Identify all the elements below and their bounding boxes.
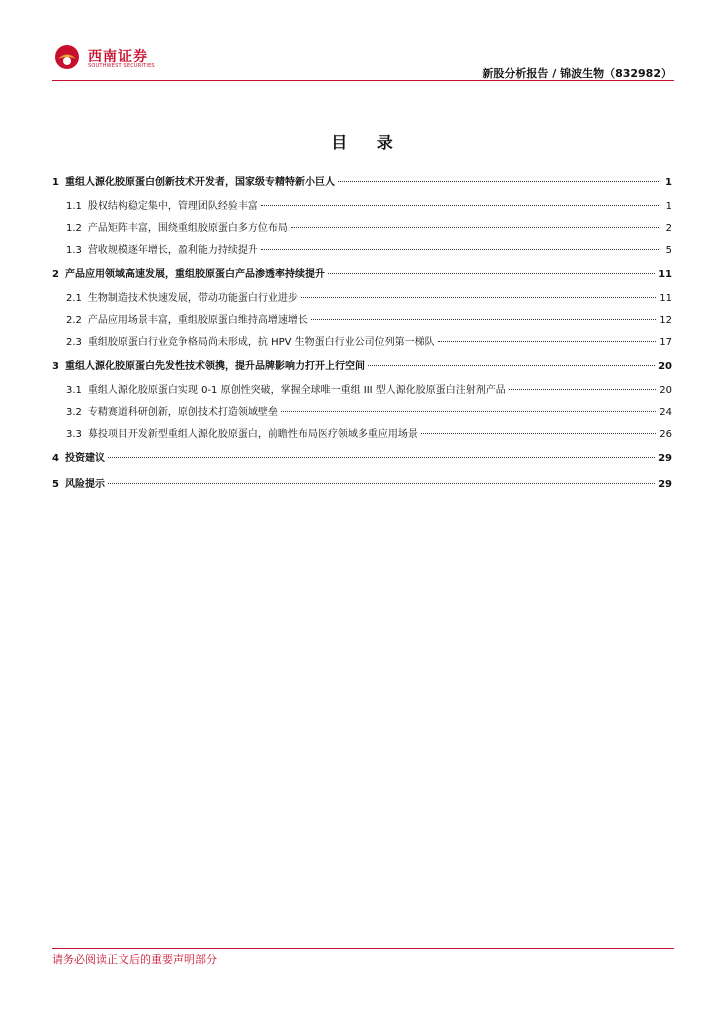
toc-entry-number: 2.1: [66, 293, 82, 304]
toc-dot-leader: [261, 205, 659, 206]
toc-entry[interactable]: [52, 354, 672, 380]
footer-disclaimer: 请务必阅读正文后的重要声明部分: [52, 953, 217, 966]
toc-entry-page: 5: [665, 245, 672, 256]
toc-entry-number: 2.2: [66, 315, 82, 326]
toc-dot-leader: [108, 483, 655, 484]
footer-divider: [52, 948, 674, 949]
table-of-contents: [52, 170, 672, 498]
toc-entry[interactable]: [52, 218, 672, 240]
toc-dot-leader: [368, 365, 655, 366]
toc-dot-leader: [301, 297, 656, 298]
header-divider: [52, 80, 674, 81]
toc-entry-number: 1: [52, 177, 59, 188]
toc-entry-number: 4: [52, 453, 59, 464]
toc-entry-page: 1: [665, 201, 672, 212]
toc-dot-leader: [281, 411, 656, 412]
toc-entry[interactable]: [52, 402, 672, 424]
toc-entry-page: 29: [658, 453, 672, 464]
toc-entry-number: 3.1: [66, 385, 82, 396]
toc-entry-title: 营收规模逐年增长，盈利能力持续提升: [87, 245, 258, 256]
toc-entry-number: 3.3: [66, 429, 82, 440]
toc-entry[interactable]: [52, 288, 672, 310]
toc-entry-number: 2: [52, 269, 59, 280]
toc-entry-title: 风险提示: [64, 479, 105, 490]
toc-entry-number: 3.2: [66, 407, 82, 418]
toc-entry-page: 11: [659, 293, 672, 304]
toc-entry[interactable]: [52, 262, 672, 288]
toc-entry[interactable]: [52, 380, 672, 402]
toc-entry-page: 1: [665, 177, 672, 188]
toc-entry-page: 17: [659, 337, 672, 348]
toc-dot-leader: [311, 319, 656, 320]
toc-entry[interactable]: [52, 424, 672, 446]
toc-entry-title: 投资建议: [64, 453, 105, 464]
toc-entry[interactable]: [52, 240, 672, 262]
toc-dot-leader: [328, 273, 655, 274]
toc-entry-title: 募投项目开发新型重组人源化胶原蛋白，前瞻性布局医疗领域多重应用场景: [87, 429, 418, 440]
toc-entry-number: 3: [52, 361, 59, 372]
toc-entry-page: 29: [658, 479, 672, 490]
toc-entry-page: 2: [665, 223, 672, 234]
toc-entry[interactable]: [52, 332, 672, 354]
logo-subtitle: SOUTHWEST SECURITIES: [88, 63, 155, 69]
toc-entry[interactable]: [52, 310, 672, 332]
toc-entry-title: 专精赛道科研创新，原创技术打造领域壁垒: [87, 407, 278, 418]
toc-entry-title: 重组人源化胶原蛋白创新技术开发者，国家级专精特新小巨人: [64, 177, 335, 188]
toc-entry[interactable]: [52, 446, 672, 472]
toc-dot-leader: [291, 227, 659, 228]
toc-entry-page: 24: [659, 407, 672, 418]
toc-entry-page: 26: [659, 429, 672, 440]
logo-name: 西南证券: [88, 49, 148, 65]
toc-entry-title: 产品应用场景丰富，重组胶原蛋白维持高增速增长: [87, 315, 308, 326]
toc-dot-leader: [261, 249, 659, 250]
toc-entry[interactable]: [52, 472, 672, 498]
toc-title: 目 录: [331, 133, 405, 152]
toc-dot-leader: [438, 341, 657, 342]
toc-entry-title: 股权结构稳定集中，管理团队经验丰富: [87, 201, 258, 212]
toc-dot-leader: [509, 389, 656, 390]
toc-entry-title: 产品矩阵丰富，围绕重组胶原蛋白多方位布局: [87, 223, 288, 234]
toc-entry-number: 5: [52, 479, 59, 490]
company-logo: [54, 44, 174, 74]
toc-entry-page: 12: [659, 315, 672, 326]
toc-entry-title: 生物制造技术快速发展，带动功能蛋白行业进步: [87, 293, 298, 304]
toc-entry[interactable]: [52, 170, 672, 196]
toc-entry-title: 重组人源化胶原蛋白实现 0-1 原创性突破，掌握全球唯一重组 III 型人源化胶原蛋白注射剂产品: [87, 385, 506, 396]
toc-entry-number: 1.3: [66, 245, 82, 256]
toc-entry-title: 重组人源化胶原蛋白先发性技术领携，提升品牌影响力打开上行空间: [64, 361, 365, 372]
toc-entry-number: 2.3: [66, 337, 82, 348]
toc-entry-page: 20: [659, 385, 672, 396]
toc-entry-title: 产品应用领域高速发展，重组胶原蛋白产品渗透率持续提升: [64, 269, 325, 280]
logo-emblem-icon: [54, 44, 80, 70]
toc-entry-page: 11: [658, 269, 672, 280]
toc-dot-leader: [338, 181, 659, 182]
toc-entry-page: 20: [658, 361, 672, 372]
toc-dot-leader: [421, 433, 656, 434]
toc-dot-leader: [108, 457, 655, 458]
toc-entry[interactable]: [52, 196, 672, 218]
report-header-title: 新股分析报告 / 锦波生物（832982）: [482, 67, 672, 80]
toc-entry-number: 1.1: [66, 201, 82, 212]
toc-entry-number: 1.2: [66, 223, 82, 234]
toc-entry-title: 重组胶原蛋白行业竞争格局尚未形成，抗 HPV 生物蛋白行业公司位列第一梯队: [87, 337, 435, 348]
